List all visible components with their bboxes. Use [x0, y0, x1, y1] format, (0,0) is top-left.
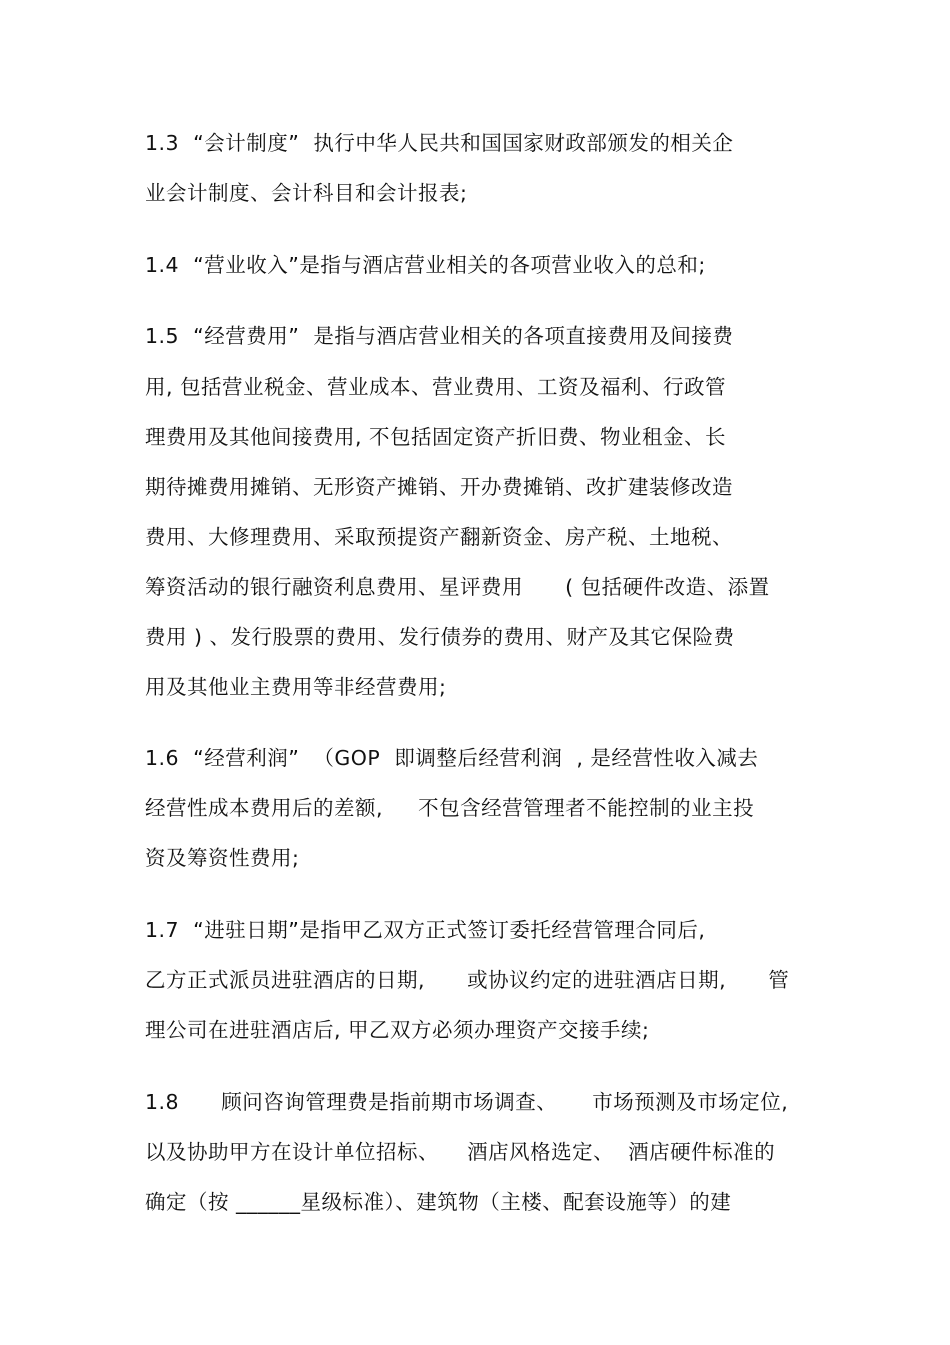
paragraph-1-6-line-3: 资及筹资性费用;: [145, 846, 300, 870]
paragraph-1-4-line-1: 1.4 “营业收入”是指与酒店营业相关的各项营业收入的总和;: [145, 253, 706, 277]
paragraph-1-8-line-3: 确定（按 ______星级标准）、建筑物（主楼、配套设施等）的建: [145, 1190, 732, 1214]
paragraph-1-5-line-7: 费用 ) 、发行股票的费用、发行债券的费用、财产及其它保险费: [145, 625, 735, 649]
paragraph-1-8-line-2: 以及协助甲方在设计单位招标、 酒店风格选定、 酒店硬件标准的: [145, 1140, 776, 1164]
paragraph-1-6-line-1: 1.6 “经营利润” （GOP 即调整后经营利润 , 是经营性收入减去: [145, 746, 759, 770]
paragraph-1-5-line-3: 理费用及其他间接费用, 不包括固定资产折旧费、物业租金、长: [145, 425, 727, 449]
paragraph-1-5-line-5: 费用、大修理费用、采取预提资产翻新资金、房产税、土地税、: [145, 525, 733, 549]
paragraph-1-5-line-4: 期待摊费用摊销、无形资产摊销、开办费摊销、改扩建装修改造: [145, 475, 733, 499]
paragraph-1-5-line-6: 筹资活动的银行融资利息费用、星评费用 ( 包括硬件改造、添置: [145, 575, 770, 599]
paragraph-1-3-line-2: 业会计制度、会计科目和会计报表;: [145, 181, 468, 205]
paragraph-1-7-line-1: 1.7 “进驻日期”是指甲乙双方正式签订委托经营管理合同后,: [145, 918, 706, 942]
paragraph-1-3-line-1: 1.3 “会计制度” 执行中华人民共和国国家财政部颁发的相关企: [145, 131, 734, 155]
paragraph-1-5-line-2: 用, 包括营业税金、营业成本、营业费用、工资及福利、行政管: [145, 375, 727, 399]
paragraph-1-5-line-1: 1.5 “经营费用” 是指与酒店营业相关的各项直接费用及间接费: [145, 324, 734, 348]
paragraph-1-5-line-8: 用及其他业主费用等非经营费用;: [145, 675, 447, 699]
paragraph-1-7-line-2: 乙方正式派员进驻酒店的日期, 或协议约定的进驻酒店日期, 管: [145, 968, 790, 992]
paragraph-1-7-line-3: 理公司在进驻酒店后, 甲乙双方必须办理资产交接手续;: [145, 1018, 650, 1042]
paragraph-1-8-line-1: 1.8 顾问咨询管理费是指前期市场调查、 市场预测及市场定位,: [145, 1090, 789, 1114]
paragraph-1-6-line-2: 经营性成本费用后的差额, 不包含经营管理者不能控制的业主投: [145, 796, 755, 820]
